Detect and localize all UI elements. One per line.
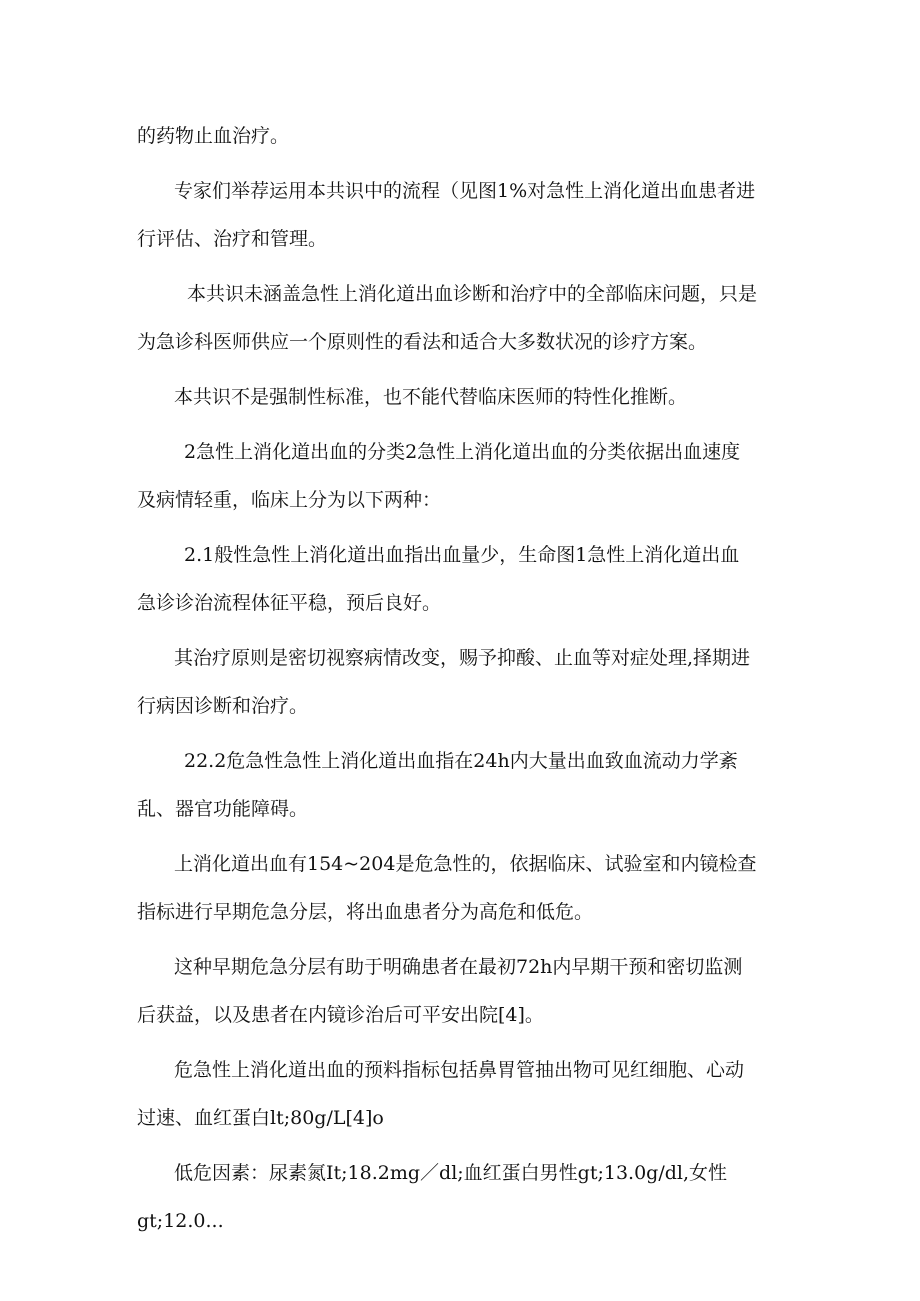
paragraph-8 bbox=[137, 737, 792, 833]
paragraph-line: 过速、血红蛋白lt;80g/L[4]o bbox=[137, 1107, 384, 1129]
paragraph-line: 指标进行早期危急分层，将出血患者分为高危和低危。 bbox=[137, 901, 594, 923]
paragraph-line: 急诊诊治流程体征平稳，预后良好。 bbox=[137, 592, 442, 614]
paragraph-2 bbox=[137, 167, 792, 263]
paragraph-12 bbox=[137, 1149, 792, 1245]
paragraph-line: 2急性上消化道出血的分类2急性上消化道出血的分类依据出血速度 bbox=[184, 441, 741, 463]
paragraph-4 bbox=[137, 373, 792, 421]
paragraph-7 bbox=[137, 634, 792, 730]
paragraph-line: 2.1般性急性上消化道出血指出血量少，生命图1急性上消化道出血 bbox=[184, 544, 740, 566]
paragraph-line: 其治疗原则是密切视察病情改变，赐予抑酸、止血等对症处理,择期进 bbox=[174, 647, 751, 669]
paragraph-line: 后获益，以及患者在内镜诊治后可平安出院[4]。 bbox=[137, 1004, 544, 1026]
paragraph-line: 本共识未涵盖急性上消化道出血诊断和治疗中的全部临床问题，只是 bbox=[187, 283, 758, 305]
paragraph-line: 上消化道出血有154~204是危急性的，依据临床、试验室和内镜检查 bbox=[174, 853, 757, 875]
paragraph-line: 本共识不是强制性标准，也不能代替临床医师的特性化推断。 bbox=[174, 386, 688, 408]
paragraph-line: gt;12.0... bbox=[137, 1210, 224, 1232]
paragraph-6 bbox=[137, 531, 792, 627]
paragraph-line: 及病情轻重，临床上分为以下两种： bbox=[137, 489, 442, 511]
document-body bbox=[137, 112, 792, 1245]
paragraph-line: 为急诊科医师供应一个原则性的看法和适合大多数状况的诊疗方案。 bbox=[137, 331, 708, 353]
paragraph-10 bbox=[137, 943, 792, 1039]
paragraph-line: 乱、器官功能障碍。 bbox=[137, 798, 309, 820]
paragraph-1 bbox=[137, 112, 792, 160]
paragraph-5 bbox=[137, 428, 792, 524]
paragraph-line: 这种早期危急分层有助于明确患者在最初72h内早期干预和密切监测 bbox=[174, 956, 743, 978]
paragraph-line: 22.2危急性急性上消化道出血指在24h内大量出血致血流动力学紊 bbox=[184, 750, 738, 772]
paragraph-line: 行评估、治疗和管理。 bbox=[137, 228, 328, 250]
paragraph-9 bbox=[137, 840, 792, 936]
paragraph-line: 危急性上消化道出血的预料指标包括鼻胃管抽出物可见红细胞、心动 bbox=[174, 1059, 745, 1081]
paragraph-line: 行病因诊断和治疗。 bbox=[137, 695, 309, 717]
paragraph-11 bbox=[137, 1046, 792, 1142]
paragraph-line: 低危因素：尿素氮It;18.2mg／dl;血红蛋白男性gt;13.0g/dl,女性 bbox=[174, 1162, 728, 1184]
paragraph-3 bbox=[137, 270, 792, 366]
paragraph-line: 的药物止血治疗。 bbox=[137, 125, 290, 147]
paragraph-line: 专家们举荐运用本共识中的流程（见图1%对急性上消化道出血患者进 bbox=[174, 180, 756, 202]
